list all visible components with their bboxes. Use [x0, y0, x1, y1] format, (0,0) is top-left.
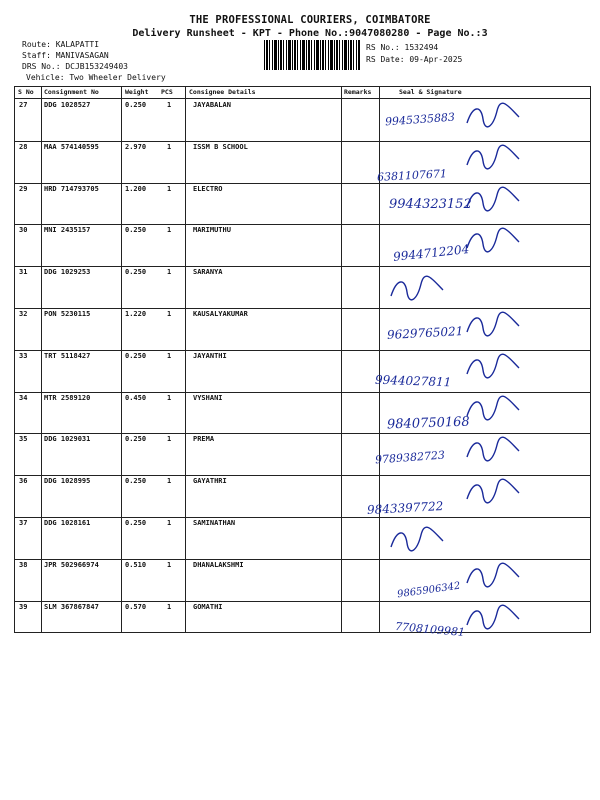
row-consignee: KAUSALYAKUMAR [193, 310, 248, 318]
row-sno: 38 [19, 560, 28, 569]
table-row [15, 99, 590, 141]
row-weight: 0.250 [125, 101, 147, 109]
column-header-pcs: PCS [161, 88, 173, 96]
row-weight: 0.250 [125, 435, 147, 444]
handwritten-phone: 9840750168 [386, 414, 470, 433]
signature-scribble [463, 185, 523, 215]
column-header-consignment: Consignment No [44, 88, 99, 96]
row-divider [15, 266, 590, 267]
vehicle-label: Vehicle: Two Wheeler Delivery [26, 73, 166, 82]
row-consignment-no: DDG 1028527 [44, 101, 91, 109]
row-weight: 2.970 [125, 142, 147, 151]
table-row [15, 392, 590, 434]
table-row [15, 433, 590, 475]
row-divider [15, 183, 590, 184]
row-pcs: 1 [167, 226, 172, 235]
row-divider [15, 475, 590, 476]
table-row [15, 559, 590, 601]
row-consignee: SARANYA [193, 268, 223, 277]
row-sno: 27 [19, 101, 28, 109]
row-divider [15, 308, 590, 309]
row-consignee: DHANALAKSHMI [193, 560, 244, 569]
column-header-weight: Weight [125, 88, 149, 96]
row-pcs: 1 [167, 393, 172, 402]
handwritten-phone: 9629765021 [386, 324, 464, 342]
row-pcs: 1 [167, 184, 172, 193]
row-sno: 33 [19, 351, 28, 360]
row-divider [15, 224, 590, 225]
handwritten-phone: 9944027811 [374, 372, 452, 390]
row-consignee: GOMATHI [193, 602, 223, 611]
table-row [15, 266, 590, 308]
handwritten-phone: 9944712204 [392, 242, 470, 265]
table-row [15, 224, 590, 266]
row-consignment-no: DDG 1029253 [44, 268, 91, 277]
rs-date: RS Date: 09-Apr-2025 [366, 55, 463, 64]
signature-scribble [463, 143, 523, 173]
row-pcs: 1 [167, 560, 172, 569]
signature-scribble [463, 394, 523, 424]
row-consignee: SAMINATHAN [193, 519, 236, 527]
row-consignee: JAYABALAN [193, 101, 231, 109]
table-row [15, 308, 590, 350]
row-sno: 39 [19, 602, 28, 611]
signature-scribble [463, 310, 523, 340]
row-pcs: 1 [167, 310, 172, 318]
row-consignment-no: DDG 1028161 [44, 519, 91, 527]
row-pcs: 1 [167, 101, 172, 109]
row-consignment-no: MNI 2435157 [44, 226, 91, 235]
row-divider [15, 601, 590, 602]
column-header-seal-signature: Seal & Signature [399, 88, 462, 96]
row-consignee: JAYANTHI [193, 351, 227, 360]
row-weight: 1.220 [125, 310, 147, 318]
row-divider [15, 517, 590, 518]
row-pcs: 1 [167, 519, 172, 527]
row-weight: 0.570 [125, 602, 147, 611]
row-consignee: PREMA [193, 435, 215, 444]
row-divider [15, 392, 590, 393]
column-header-remarks: Remarks [344, 88, 372, 96]
handwritten-phone: 9789382723 [374, 448, 446, 467]
row-divider [15, 350, 590, 351]
row-consignment-no: PON 5230115 [44, 310, 91, 318]
row-pcs: 1 [167, 351, 172, 360]
handwritten-phone: 9865906342 [396, 580, 462, 601]
table-row [15, 475, 590, 517]
row-sno: 34 [19, 393, 28, 402]
signature-scribble [463, 603, 523, 633]
handwritten-phone: 7708109981 [394, 619, 466, 639]
row-divider [15, 141, 590, 142]
signature-scribble [463, 477, 523, 507]
signature-scribble [387, 274, 447, 304]
runsheet-table [14, 86, 591, 639]
staff-label: Staff: MANIVASAGAN [22, 51, 109, 60]
row-pcs: 1 [167, 142, 172, 151]
row-weight: 1.200 [125, 184, 147, 193]
drs-label: DRS No.: DCJB153249403 [22, 62, 128, 71]
row-weight: 0.450 [125, 393, 147, 402]
row-divider [15, 559, 590, 560]
row-sno: 32 [19, 310, 28, 318]
column-header-consignee: Consignee Details [189, 88, 256, 96]
table-row [15, 517, 590, 559]
handwritten-phone: 9944323152 [389, 196, 472, 212]
row-pcs: 1 [167, 602, 172, 611]
row-consignee: ISSM B SCHOOL [193, 142, 248, 151]
row-sno: 29 [19, 184, 28, 193]
company-title: THE PROFESSIONAL COURIERS, COIMBATORE [189, 14, 431, 26]
signature-scribble [463, 352, 523, 382]
row-consignment-no: JPR 502966974 [44, 560, 99, 569]
row-pcs: 1 [167, 268, 172, 277]
handwritten-phone: 9945335883 [384, 110, 456, 129]
row-consignee: GAYATHRI [193, 477, 227, 486]
row-consignment-no: MTR 2589120 [44, 393, 91, 402]
table-row [15, 141, 590, 183]
table-row [15, 350, 590, 392]
signature-scribble [463, 561, 523, 591]
row-weight: 0.250 [125, 268, 147, 277]
row-pcs: 1 [167, 435, 172, 444]
row-sno: 30 [19, 226, 28, 235]
route-label: Route: KALAPATTI [22, 40, 100, 49]
row-consignment-no: TRT 5118427 [44, 351, 91, 360]
row-weight: 0.250 [125, 519, 147, 527]
row-divider [15, 433, 590, 434]
row-sno: 36 [19, 477, 28, 486]
handwritten-phone: 9843397722 [366, 499, 444, 518]
row-consignee: MARIMUTHU [193, 226, 231, 235]
handwritten-phone: 6381107671 [376, 166, 448, 184]
row-sno: 37 [19, 519, 28, 527]
row-sno: 31 [19, 268, 28, 277]
row-consignment-no: SLM 367867847 [44, 602, 99, 611]
row-consignment-no: HRD 714793705 [44, 184, 99, 193]
signature-scribble [463, 101, 523, 131]
signature-scribble [463, 226, 523, 256]
row-consignment-no: DDG 1028995 [44, 477, 91, 486]
table-row [15, 183, 590, 225]
runsheet-subtitle: Delivery Runsheet - KPT - Phone No.:9047080280 - Page No.:3 [132, 28, 488, 39]
signature-scribble [387, 525, 447, 555]
row-pcs: 1 [167, 477, 172, 486]
barcode-image [264, 40, 360, 70]
row-consignment-no: DDG 1029031 [44, 435, 91, 444]
row-consignee: ELECTRO [193, 184, 223, 193]
row-sno: 35 [19, 435, 28, 444]
row-weight: 0.250 [125, 477, 147, 486]
table-row [15, 601, 590, 643]
row-weight: 0.510 [125, 560, 147, 569]
row-consignee: VYSHANI [193, 393, 223, 402]
column-header-sno: S No [18, 88, 34, 96]
row-weight: 0.250 [125, 351, 147, 360]
row-sno: 28 [19, 142, 28, 151]
row-consignment-no: MAA 574140595 [44, 142, 99, 151]
rs-number: RS No.: 1532494 [366, 43, 439, 52]
row-weight: 0.250 [125, 226, 147, 235]
signature-scribble [463, 435, 523, 465]
